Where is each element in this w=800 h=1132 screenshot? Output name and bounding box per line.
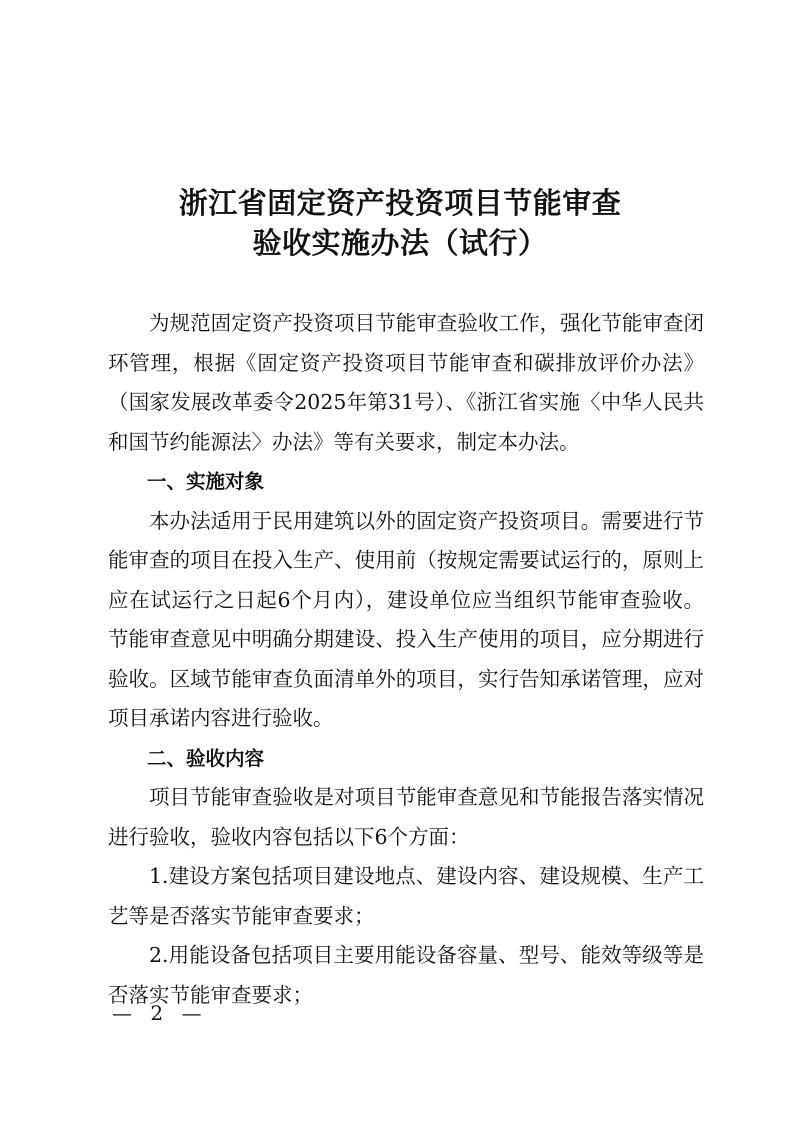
- document-body: [108, 304, 704, 1015]
- document-title-line-2: 验收实施办法（试行）: [252, 226, 548, 260]
- acceptance-content-paragraph: 项目节能审查验收是对项目节能审查意见和节能报告落实情况进行验收，验收内容包括以下6个方面：: [108, 785, 704, 849]
- intro-paragraph: 为规范固定资产投资项目节能审查验收工作，强化节能审查闭环管理，根据《固定资产投资项目节能审查和碳排放评价办法》（国家发展改革委令2025年第31号）、《浙江省实施〈中华人民共和国节约能源法〉办法》等有关要求，制定本办法。: [108, 311, 704, 454]
- section-heading-implementation-scope: 一、实施对象: [147, 470, 265, 493]
- implementation-scope-paragraph: 本办法适用于民用建筑以外的固定资产投资项目。需要进行节能审查的项目在投入生产、使用前（按规定需要试运行的，原则上应在试运行之日起6个月内），建设单位应当组织节能审查验收。节能审查意见中明确分期建设、投入生产使用的项目，应分期进行验收。区域节能审查负面清单外的项目，实行告知承诺管理，应对项目承诺内容进行验收。: [108, 508, 704, 730]
- acceptance-item-2: 2.用能设备包括项目主要用能设备容量、型号、能效等级等是否落实节能审查要求；: [108, 943, 704, 1007]
- page-number: — 2 —: [112, 1001, 208, 1025]
- acceptance-item-1: 1.建设方案包括项目建设地点、建设内容、建设规模、生产工艺等是否落实节能审查要求；: [108, 864, 704, 928]
- section-heading-acceptance-content: 二、验收内容: [147, 746, 265, 770]
- document-title-line-1: 浙江省固定资产投资项目节能审查: [178, 186, 622, 220]
